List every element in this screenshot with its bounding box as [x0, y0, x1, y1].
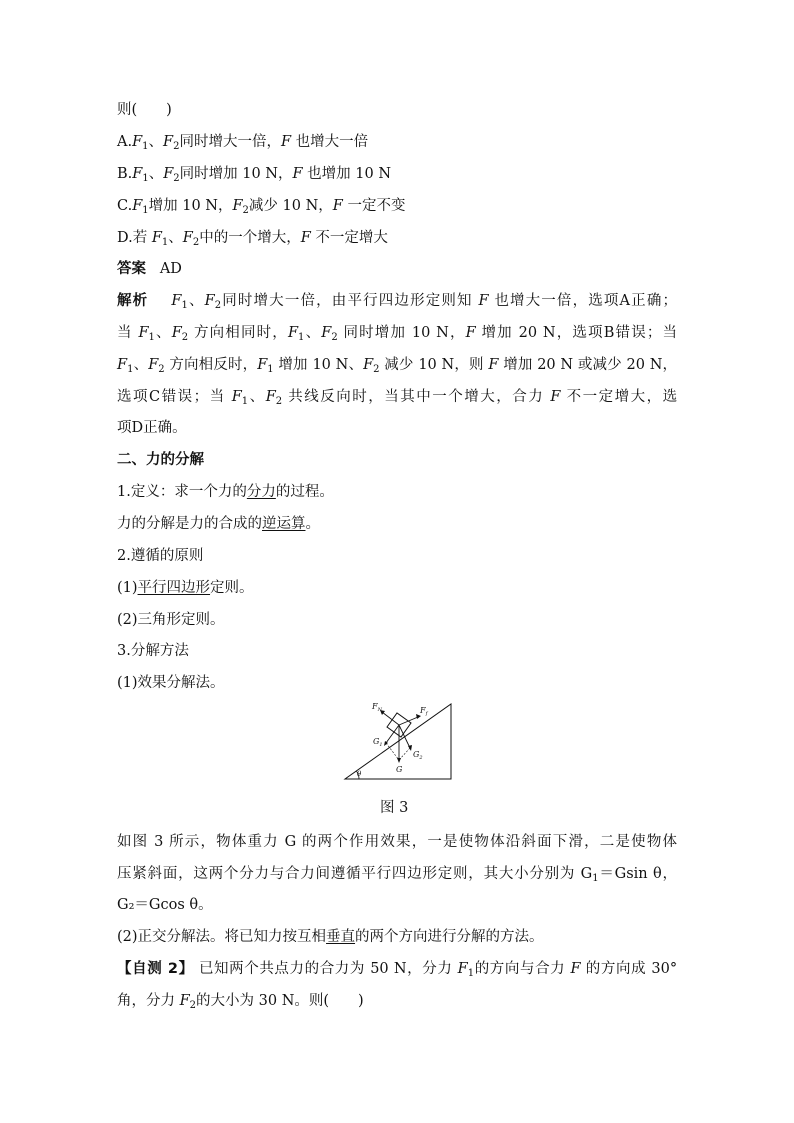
- analysis-line-4: 选项C错误；当 $F_1$、$F_2$ 共线反向时，当其中一个增大，合力 F 不一定增大，选: [117, 389, 678, 407]
- option-d: D.若 $F_1$、$F_2$中的一个增大，F 不一定增大: [117, 230, 388, 248]
- inverse-operation: 力的分解是力的合成的逆运算。: [117, 516, 320, 532]
- definition: 1.定义：求一个力的分力的过程。: [117, 484, 334, 500]
- section-title: 二、力的分解: [117, 452, 204, 468]
- selftest-line-2: 角，分力 $F_2$的大小为 30 N。则( ): [117, 993, 364, 1011]
- g1-label: $G_1$: [373, 737, 383, 748]
- selftest-line-1: 【自测 2】 已知两个共点力的合力为 50 N，分力 $F_1$的方向与合力 F 的方向成 30°: [117, 961, 678, 979]
- orthogonal-method: (2)正交分解法。将已知力按互相垂直的两个方向进行分解的方法。: [117, 929, 544, 945]
- incline-figure: [342, 700, 462, 785]
- selftest-tag: 【自测 2】: [117, 961, 194, 977]
- effect-line-1: 如图 3 所示，物体重力 G 的两个作用效果，一是使物体沿斜面下滑，二是使物体: [117, 834, 677, 850]
- option-c: $C.F_1$增加 10 N，$F_2$减少 10 N，F 一定不变: [117, 198, 406, 216]
- ff-label: $F_f$: [420, 706, 428, 717]
- answer-label: 答案: [117, 261, 146, 277]
- option-b: $B.F_1$、$F_2$同时增加 10 N，F 也增加 10 N: [117, 166, 392, 184]
- principle-heading: 2.遵循的原则: [117, 548, 204, 564]
- answer-value: AD: [159, 261, 182, 277]
- analysis-line-1: 解析 $F_1$、$F_2$同时增大一倍，由平行四边形定则知 F 也增大一倍，选项A正确；: [117, 293, 677, 311]
- friction-arrow: [399, 717, 418, 725]
- analysis-line-3: $F_1$、$F_2$ 方向相反时，$F_1$ 增加 10 N、$F_2$ 减少 10 N，则 F 增加 20 N 或减少 20 N，: [117, 357, 678, 375]
- fn-label: $F_N$: [372, 702, 382, 713]
- principle-1: (1)平行四边形定则。: [117, 580, 254, 596]
- analysis-label: 解析: [117, 293, 149, 309]
- method-1: (1)效果分解法。: [117, 675, 225, 691]
- option-a: $A.F_1$、$F_2$同时增大一倍，F 也增大一倍: [117, 134, 369, 152]
- g2-label: $G_2$: [413, 750, 423, 761]
- principle-2: (2)三角形定则。: [117, 612, 225, 628]
- theta-label: θ: [357, 770, 362, 778]
- analysis-line-5: 项D正确。: [117, 420, 187, 436]
- methods-heading: 3.分解方法: [117, 643, 189, 659]
- g-label: G: [396, 765, 403, 774]
- analysis-line-2: 当 $F_1$、$F_2$ 方向相同时，$F_1$、$F_2$ 同时增加 10 N，F 增加 20 N，选项B错误；当: [117, 325, 678, 343]
- answer-line: [117, 259, 182, 279]
- effect-line-3: G₂＝Gcos θ。: [117, 897, 213, 913]
- figure-caption: 图 3: [380, 800, 409, 816]
- question-stem-end: 则( ): [117, 102, 172, 118]
- effect-line-2: 压紧斜面，这两个分力与合力间遵循平行四边形定则，其大小分别为 $G_1=Gsin$ θ，: [117, 866, 677, 884]
